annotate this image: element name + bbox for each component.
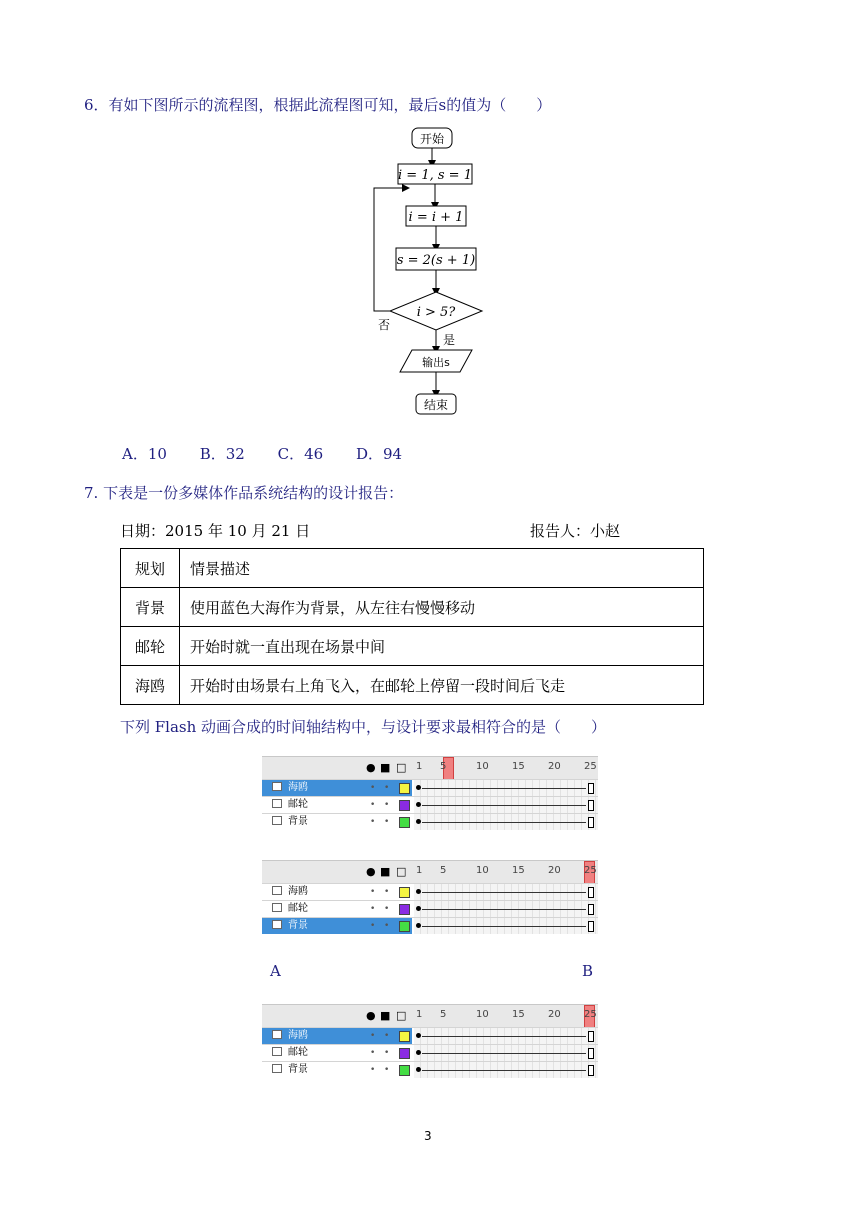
tween-arrow xyxy=(422,926,586,927)
visibility-dot[interactable]: • xyxy=(370,921,376,931)
table-cell: 开始时就一直出现在场景中间 xyxy=(180,627,704,666)
end-frame-marker[interactable] xyxy=(588,800,594,811)
end-frame-marker[interactable] xyxy=(588,887,594,898)
tween-arrow xyxy=(422,1070,586,1071)
layer-name[interactable] xyxy=(262,1062,412,1078)
layer-frames[interactable] xyxy=(414,797,598,813)
layer-name[interactable] xyxy=(262,814,412,830)
question-6-text: 6．有如下图所示的流程图，根据此流程图可知，最后s的值为（ ） xyxy=(84,96,552,114)
table-row xyxy=(121,588,704,627)
layer-icon xyxy=(272,920,282,929)
lock-icon[interactable]: ■ xyxy=(380,1009,391,1022)
layer-color-swatch[interactable] xyxy=(399,783,410,794)
timeline-layer-row[interactable] xyxy=(262,883,598,900)
table-cell: 海鸥 xyxy=(121,666,180,705)
keyframe-marker[interactable] xyxy=(416,923,421,928)
timeline-layer-row[interactable] xyxy=(262,813,598,830)
layer-color-swatch[interactable] xyxy=(399,921,410,932)
timeline-panel-c xyxy=(262,1004,598,1078)
layer-label: 背景 xyxy=(288,1064,308,1075)
keyframe-marker[interactable] xyxy=(416,1067,421,1072)
timeline-panel-b xyxy=(262,860,598,934)
layer-icon xyxy=(272,799,282,808)
report-author: 报告人：小赵 xyxy=(530,522,621,540)
keyframe-marker[interactable] xyxy=(416,802,421,807)
layer-color-swatch[interactable] xyxy=(399,817,410,828)
choice-d: D．94 xyxy=(355,445,403,463)
layer-icon xyxy=(272,1047,282,1056)
flow-init: i = 1, s = 1 xyxy=(398,168,472,183)
layer-color-swatch[interactable] xyxy=(399,1048,410,1059)
lock-icon[interactable]: ■ xyxy=(380,865,391,878)
layer-color-swatch[interactable] xyxy=(399,887,410,898)
flow-output: 输出s xyxy=(422,356,450,369)
tween-arrow xyxy=(422,788,586,789)
layer-frames[interactable] xyxy=(414,814,598,830)
layer-frames[interactable] xyxy=(414,918,598,934)
timeline-layer-row[interactable] xyxy=(262,796,598,813)
layer-color-swatch[interactable] xyxy=(399,1065,410,1076)
page-number: 3 xyxy=(424,1129,432,1143)
ruler-tick-label: 20 xyxy=(548,865,561,876)
layer-name[interactable] xyxy=(262,1028,412,1044)
ruler-tick-label: 25 xyxy=(584,761,597,772)
lock-dot[interactable]: • xyxy=(384,887,390,897)
ruler-tick-label: 25 xyxy=(584,1009,597,1020)
layer-name[interactable] xyxy=(262,780,412,796)
tween-arrow xyxy=(422,909,586,910)
flow-yes-label: 是 xyxy=(442,333,456,347)
ruler-tick-label: 1 xyxy=(416,1009,423,1020)
layer-frames[interactable] xyxy=(414,901,598,917)
label-b: B xyxy=(582,962,594,980)
end-frame-marker[interactable] xyxy=(588,1065,594,1076)
keyframe-marker[interactable] xyxy=(416,906,421,911)
layer-frames[interactable] xyxy=(414,1062,598,1078)
keyframe-marker[interactable] xyxy=(416,785,421,790)
question-7-prompt: 下列 Flash 动画合成的时间轴结构中，与设计要求最相符合的是（ ） xyxy=(120,718,607,736)
table-cell: 使用蓝色大海作为背景，从左往右慢慢移动 xyxy=(180,588,704,627)
timeline-layer-row[interactable] xyxy=(262,1027,598,1044)
layer-frames[interactable] xyxy=(414,1028,598,1044)
keyframe-marker[interactable] xyxy=(416,1050,421,1055)
table-cell: 情景描述 xyxy=(180,549,704,588)
ruler-tick-label: 20 xyxy=(548,761,561,772)
lock-dot[interactable]: • xyxy=(384,1065,390,1075)
report-date: 日期：2015 年 10 月 21 日 xyxy=(120,522,311,540)
layer-name[interactable] xyxy=(262,1045,412,1061)
end-frame-marker[interactable] xyxy=(588,904,594,915)
ruler-tick-label: 5 xyxy=(440,1009,447,1020)
ruler-tick-label: 1 xyxy=(416,865,423,876)
layer-color-swatch[interactable] xyxy=(399,904,410,915)
table-cell: 背景 xyxy=(121,588,180,627)
layer-color-swatch[interactable] xyxy=(399,800,410,811)
eye-icon[interactable]: ● xyxy=(366,865,376,878)
layer-frames[interactable] xyxy=(414,1045,598,1061)
layer-label: 海鸥 xyxy=(288,782,308,793)
frame-ruler xyxy=(414,757,598,779)
ruler-tick-label: 25 xyxy=(584,865,597,876)
choice-b: B．32 xyxy=(199,445,245,463)
lock-icon[interactable]: ■ xyxy=(380,761,391,774)
flow-cond: i > 5? xyxy=(416,305,456,320)
timeline-layer-row[interactable] xyxy=(262,900,598,917)
layer-label: 邮轮 xyxy=(288,903,308,914)
design-report-table xyxy=(120,548,704,705)
layer-icon xyxy=(272,903,282,912)
end-frame-marker[interactable] xyxy=(588,783,594,794)
choice-c: C．46 xyxy=(277,445,324,463)
lock-dot[interactable]: • xyxy=(384,904,390,914)
tween-arrow xyxy=(422,822,586,823)
table-row xyxy=(121,666,704,705)
layer-label: 海鸥 xyxy=(288,886,308,897)
layer-name[interactable] xyxy=(262,797,412,813)
outline-icon[interactable]: □ xyxy=(396,1009,407,1022)
layer-label: 海鸥 xyxy=(288,1030,308,1041)
flow-step2: s = 2(s + 1) xyxy=(396,253,476,268)
eye-icon[interactable]: ● xyxy=(366,1009,376,1022)
flowchart xyxy=(360,124,500,424)
ruler-tick-label: 15 xyxy=(512,761,525,772)
end-frame-marker[interactable] xyxy=(588,817,594,828)
layer-frames[interactable] xyxy=(414,884,598,900)
tween-arrow xyxy=(422,1053,586,1054)
timeline-header xyxy=(262,860,598,883)
visibility-dot[interactable]: • xyxy=(370,817,376,827)
lock-dot[interactable]: • xyxy=(384,921,390,931)
keyframe-marker[interactable] xyxy=(416,1033,421,1038)
timeline-header xyxy=(262,1004,598,1027)
frame-ruler xyxy=(414,1005,598,1027)
ruler-tick-label: 10 xyxy=(476,865,489,876)
outline-icon[interactable]: □ xyxy=(396,865,407,878)
ruler-tick-label: 5 xyxy=(440,761,447,772)
layer-icon xyxy=(272,816,282,825)
layer-label: 背景 xyxy=(288,920,308,931)
flow-end: 结束 xyxy=(423,398,449,412)
table-cell: 邮轮 xyxy=(121,627,180,666)
layer-color-swatch[interactable] xyxy=(399,1031,410,1042)
ruler-tick-label: 1 xyxy=(416,761,423,772)
layer-icon xyxy=(272,886,282,895)
ruler-tick-label: 10 xyxy=(476,761,489,772)
layer-frames[interactable] xyxy=(414,780,598,796)
visibility-dot[interactable]: • xyxy=(370,800,376,810)
visibility-dot[interactable]: • xyxy=(370,1031,376,1041)
ruler-tick-label: 10 xyxy=(476,1009,489,1020)
lock-dot[interactable]: • xyxy=(384,817,390,827)
visibility-dot[interactable]: • xyxy=(370,887,376,897)
tween-arrow xyxy=(422,1036,586,1037)
question-7-text: 7. 下表是一份多媒体作品系统结构的设计报告： xyxy=(84,484,404,502)
layer-label: 邮轮 xyxy=(288,799,308,810)
table-cell: 开始时由场景右上角飞入，在邮轮上停留一段时间后飞走 xyxy=(180,666,704,705)
layer-label: 背景 xyxy=(288,816,308,827)
frame-ruler xyxy=(414,861,598,883)
visibility-dot[interactable]: • xyxy=(370,904,376,914)
choice-a: A．10 xyxy=(122,445,167,463)
layer-name[interactable] xyxy=(262,901,412,917)
table-cell: 规划 xyxy=(121,549,180,588)
visibility-dot[interactable]: • xyxy=(370,783,376,793)
layer-icon xyxy=(272,1030,282,1039)
eye-icon[interactable]: ● xyxy=(366,761,376,774)
timeline-layer-row[interactable] xyxy=(262,779,598,796)
lock-dot[interactable]: • xyxy=(384,783,390,793)
table-row xyxy=(121,627,704,666)
layer-label: 邮轮 xyxy=(288,1047,308,1058)
tween-arrow xyxy=(422,805,586,806)
ruler-tick-label: 20 xyxy=(548,1009,561,1020)
layer-name[interactable] xyxy=(262,884,412,900)
lock-dot[interactable]: • xyxy=(384,1031,390,1041)
visibility-dot[interactable]: • xyxy=(370,1065,376,1075)
timeline-header xyxy=(262,756,598,779)
timeline-layer-row[interactable] xyxy=(262,917,598,934)
q6-choices xyxy=(122,443,430,464)
outline-icon[interactable]: □ xyxy=(396,761,407,774)
ruler-tick-label: 15 xyxy=(512,1009,525,1020)
lock-dot[interactable]: • xyxy=(384,1048,390,1058)
layer-icon xyxy=(272,782,282,791)
timeline-layer-row[interactable] xyxy=(262,1061,598,1078)
table-row xyxy=(121,549,704,588)
flow-no-label: 否 xyxy=(377,318,391,332)
flow-start: 开始 xyxy=(419,132,445,146)
end-frame-marker[interactable] xyxy=(588,921,594,932)
timeline-layer-row[interactable] xyxy=(262,1044,598,1061)
lock-dot[interactable]: • xyxy=(384,800,390,810)
ruler-tick-label: 5 xyxy=(440,865,447,876)
layer-name[interactable] xyxy=(262,918,412,934)
tween-arrow xyxy=(422,892,586,893)
end-frame-marker[interactable] xyxy=(588,1031,594,1042)
end-frame-marker[interactable] xyxy=(588,1048,594,1059)
ruler-tick-label: 15 xyxy=(512,865,525,876)
flow-step1: i = i + 1 xyxy=(408,210,464,225)
visibility-dot[interactable]: • xyxy=(370,1048,376,1058)
timeline-panel-a xyxy=(262,756,598,830)
keyframe-marker[interactable] xyxy=(416,819,421,824)
keyframe-marker[interactable] xyxy=(416,889,421,894)
layer-icon xyxy=(272,1064,282,1073)
label-a: A xyxy=(270,962,281,980)
